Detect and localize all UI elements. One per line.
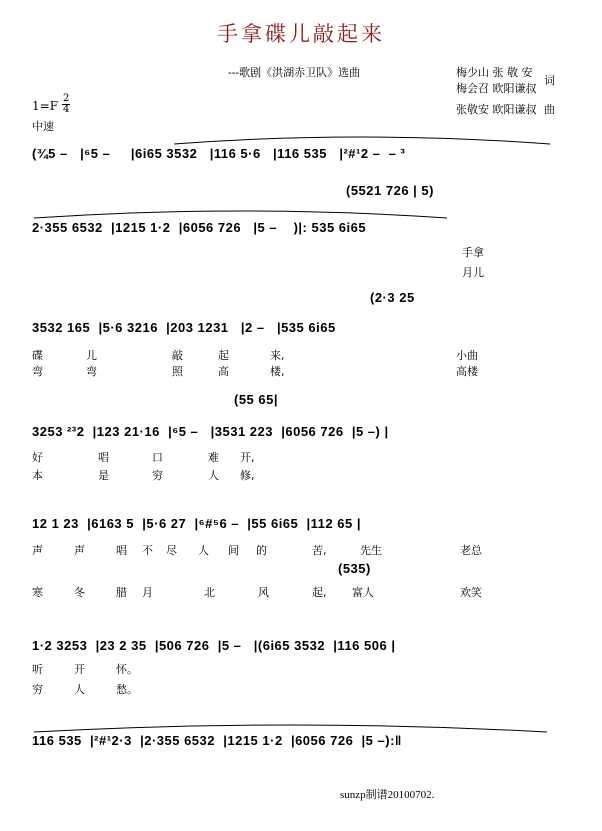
notation-line-5: 12 1 23 |6163 5 |5·6 27 |⁶#⁵6 – |55 6i65 |112 65 | <box>32 516 361 531</box>
notation-line-1: (¾5 – |⁶5 – |6i65 3532 |116 5·6 |116 535 |²#¹2 – – ³ <box>32 146 406 161</box>
slur-arcs <box>32 208 452 220</box>
time-signature: 2 4 <box>63 93 70 115</box>
lyricist-label: 词 <box>544 74 555 87</box>
notation-line-4: 3253 ²³2 |123 21·16 |⁶5 – |3531 223 |6056 726 |5 –) | <box>32 424 389 439</box>
lyric-verse-1: 手拿 <box>462 246 484 259</box>
composers: 张敬安 欧阳谦叔 <box>456 103 537 116</box>
interlude-4: (535) <box>338 561 371 576</box>
lyric-verse-2: 月儿 <box>462 266 484 279</box>
interlude-1: (5521 726 | 5) <box>346 183 434 198</box>
notation-line-2: 2·355 6532 |1215 1·2 |6056 726 |5 – )|: 535 6i65 <box>32 220 367 235</box>
interlude-3: (55 65| <box>234 392 278 407</box>
footer-credit: sunzp制谱20100702. <box>340 789 435 801</box>
interlude-2: (2·3 25 <box>370 290 415 305</box>
tempo-marking: 中速 <box>32 120 54 133</box>
notation-line-3: 3532 165 |5·6 3216 |203 1231 |2 – |535 6i65 <box>32 320 336 335</box>
slur-arcs <box>170 134 560 146</box>
lyricists-line-1: 梅少山 张 敬 安 <box>456 66 533 79</box>
key-signature: 1=F <box>32 99 59 113</box>
lyricists-line-2: 梅会召 欧阳谦叔 <box>456 82 537 95</box>
notation-line-7: 116 535 |²#¹2·3 |2·355 6532 |1215 1·2 |6056 726 |5 –):‖ <box>32 733 402 748</box>
notation-line-6: 1·2 3253 |23 2 35 |506 726 |5 – |(6i65 3532 |116 506 | <box>32 638 396 653</box>
subtitle: ---歌剧《洪湖赤卫队》选曲 <box>228 66 361 79</box>
composer-label: 曲 <box>544 103 555 116</box>
song-title: 手拿碟儿敲起来 <box>217 22 385 46</box>
